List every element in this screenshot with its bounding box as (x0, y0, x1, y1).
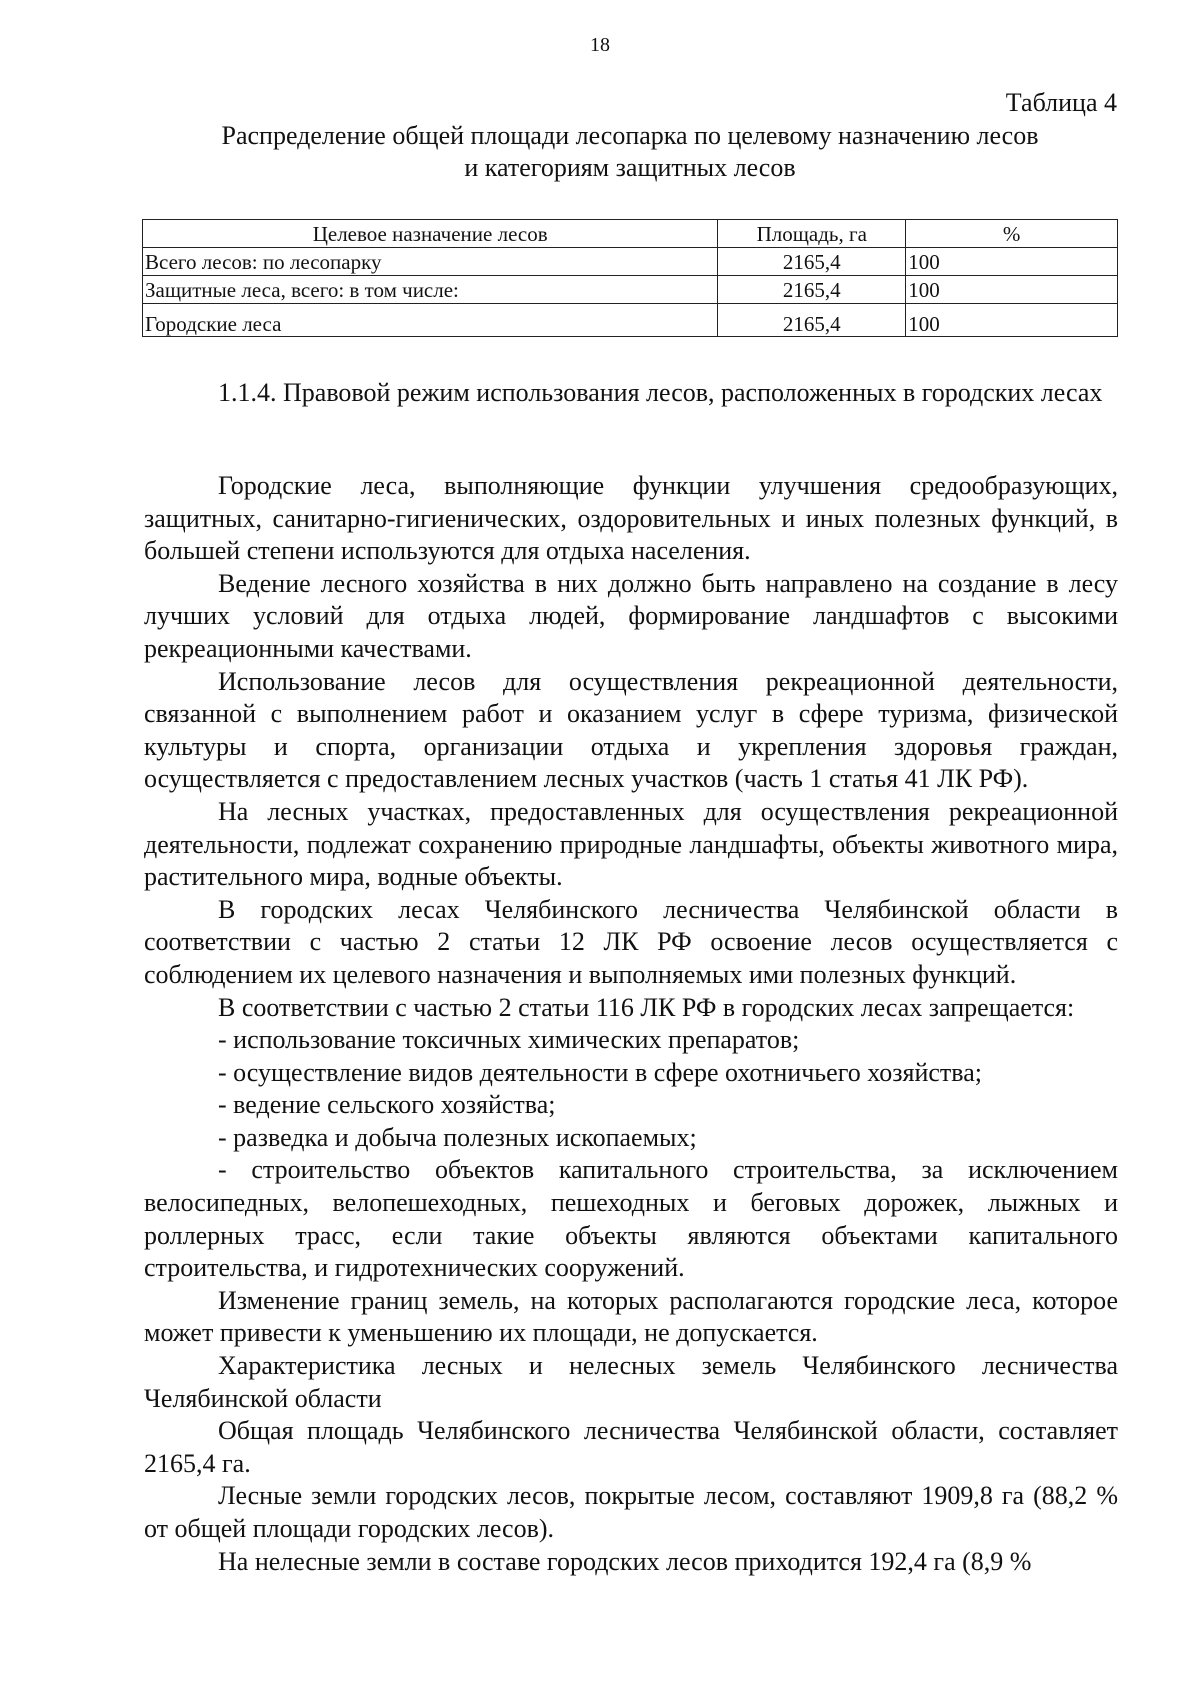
header-area: Площадь, га (718, 220, 906, 248)
forest-area-table (142, 219, 1118, 337)
row-name: Защитные леса, всего: в том числе: (143, 276, 718, 304)
paragraph: На нелесные земли в составе городских лесов приходится 192,4 га (8,9 % (218, 1546, 1032, 1576)
table-title (140, 120, 1120, 184)
prohibition-item: - строительство объектов капитального строительства, за исключением велосипедных, велопешеходных, пешеходных и беговых дорожек, лыжных и роллерных трасс, если такие объекты являются объектами капитального строительства, и гидротехнических сооружений. (144, 1155, 1118, 1283)
paragraph: В соответствии с частью 2 статьи 116 ЛК РФ в городских лесах запрещается: (218, 992, 1075, 1022)
paragraph: Ведение лесного хозяйства в них должно быть направлено на создание в лесу лучших условий для отдыха людей, формирование ландшафтов с высокими рекреационными качествами. (144, 568, 1118, 663)
prohibition-item: - ведение сельского хозяйства; (218, 1090, 556, 1120)
row-area: 2165,4 (718, 276, 906, 304)
row-percent: 100 (906, 248, 1118, 276)
prohibition-item: - использование токсичных химических препаратов; (218, 1025, 800, 1055)
paragraph: Использование лесов для осуществления рекреационной деятельности, связанной с выполнением работ и оказанием услуг в сфере туризма, физической культуры и спорта, организации отдыха и укрепления здоровья граждан, осуществляется с предоставлением лесных участков (часть 1 статья 41 ЛК РФ). (144, 666, 1118, 794)
paragraph: Изменение границ земель, на которых располагаются городские леса, которое может привести к уменьшению их площади, не допускается. (144, 1285, 1118, 1348)
paragraph: В городских лесах Челябинского лесничества Челябинской области в соответствии с частью 2 статьи 12 ЛК РФ освоение лесов осуществляется с соблюдением их целевого назначения и выполняемых ими полезных функций. (144, 894, 1118, 989)
header-percent: % (906, 220, 1118, 248)
row-area: 2165,4 (718, 248, 906, 276)
paragraph: Городские леса, выполняющие функции улучшения средообразующих, защитных, санитарно-гигиенических, оздоровительных и иных полезных функций, в большей степени используются для отдыха населения. (144, 471, 1118, 566)
body-text (144, 470, 1118, 1578)
row-percent: 100 (906, 276, 1118, 304)
table-title-line-1: Распределение общей площади лесопарка по целевому назначению лесов (221, 121, 1039, 150)
table-title-line-2: и категориям защитных лесов (464, 153, 796, 182)
prohibition-item: - осуществление видов деятельности в сфере охотничьего хозяйства; (218, 1057, 982, 1087)
prohibition-item: - разведка и добыча полезных ископаемых; (218, 1122, 697, 1152)
paragraph: Общая площадь Челябинского лесничества Челябинской области, составляет 2165,4 га. (144, 1416, 1118, 1478)
paragraph: Лесные земли городских лесов, покрытые лесом, составляют 1909,8 га (88,2 % от общей площади городских лесов). (144, 1481, 1118, 1543)
paragraph: Характеристика лесных и нелесных земель Челябинского лесничества Челябинской области (144, 1351, 1118, 1413)
section-heading: 1.1.4. Правовой режим использования лесов, расположенных в городских лесах (218, 378, 1103, 407)
row-name: Всего лесов: по лесопарку (143, 248, 718, 276)
header-purpose: Целевое назначение лесов (143, 220, 718, 248)
table-row (143, 304, 1118, 337)
table-label: Таблица 4 (1005, 88, 1117, 117)
table-header-row (143, 220, 1118, 248)
row-percent: 100 (906, 304, 1118, 337)
row-area: 2165,4 (718, 304, 906, 337)
page-number: 18 (590, 34, 610, 56)
table-row (143, 276, 1118, 304)
row-name: Городские леса (143, 304, 718, 337)
paragraph: На лесных участках, предоставленных для осуществления рекреационной деятельности, подлежат сохранению природные ландшафты, объекты животного мира, растительного мира, водные объекты. (144, 796, 1118, 892)
table-row (143, 248, 1118, 276)
